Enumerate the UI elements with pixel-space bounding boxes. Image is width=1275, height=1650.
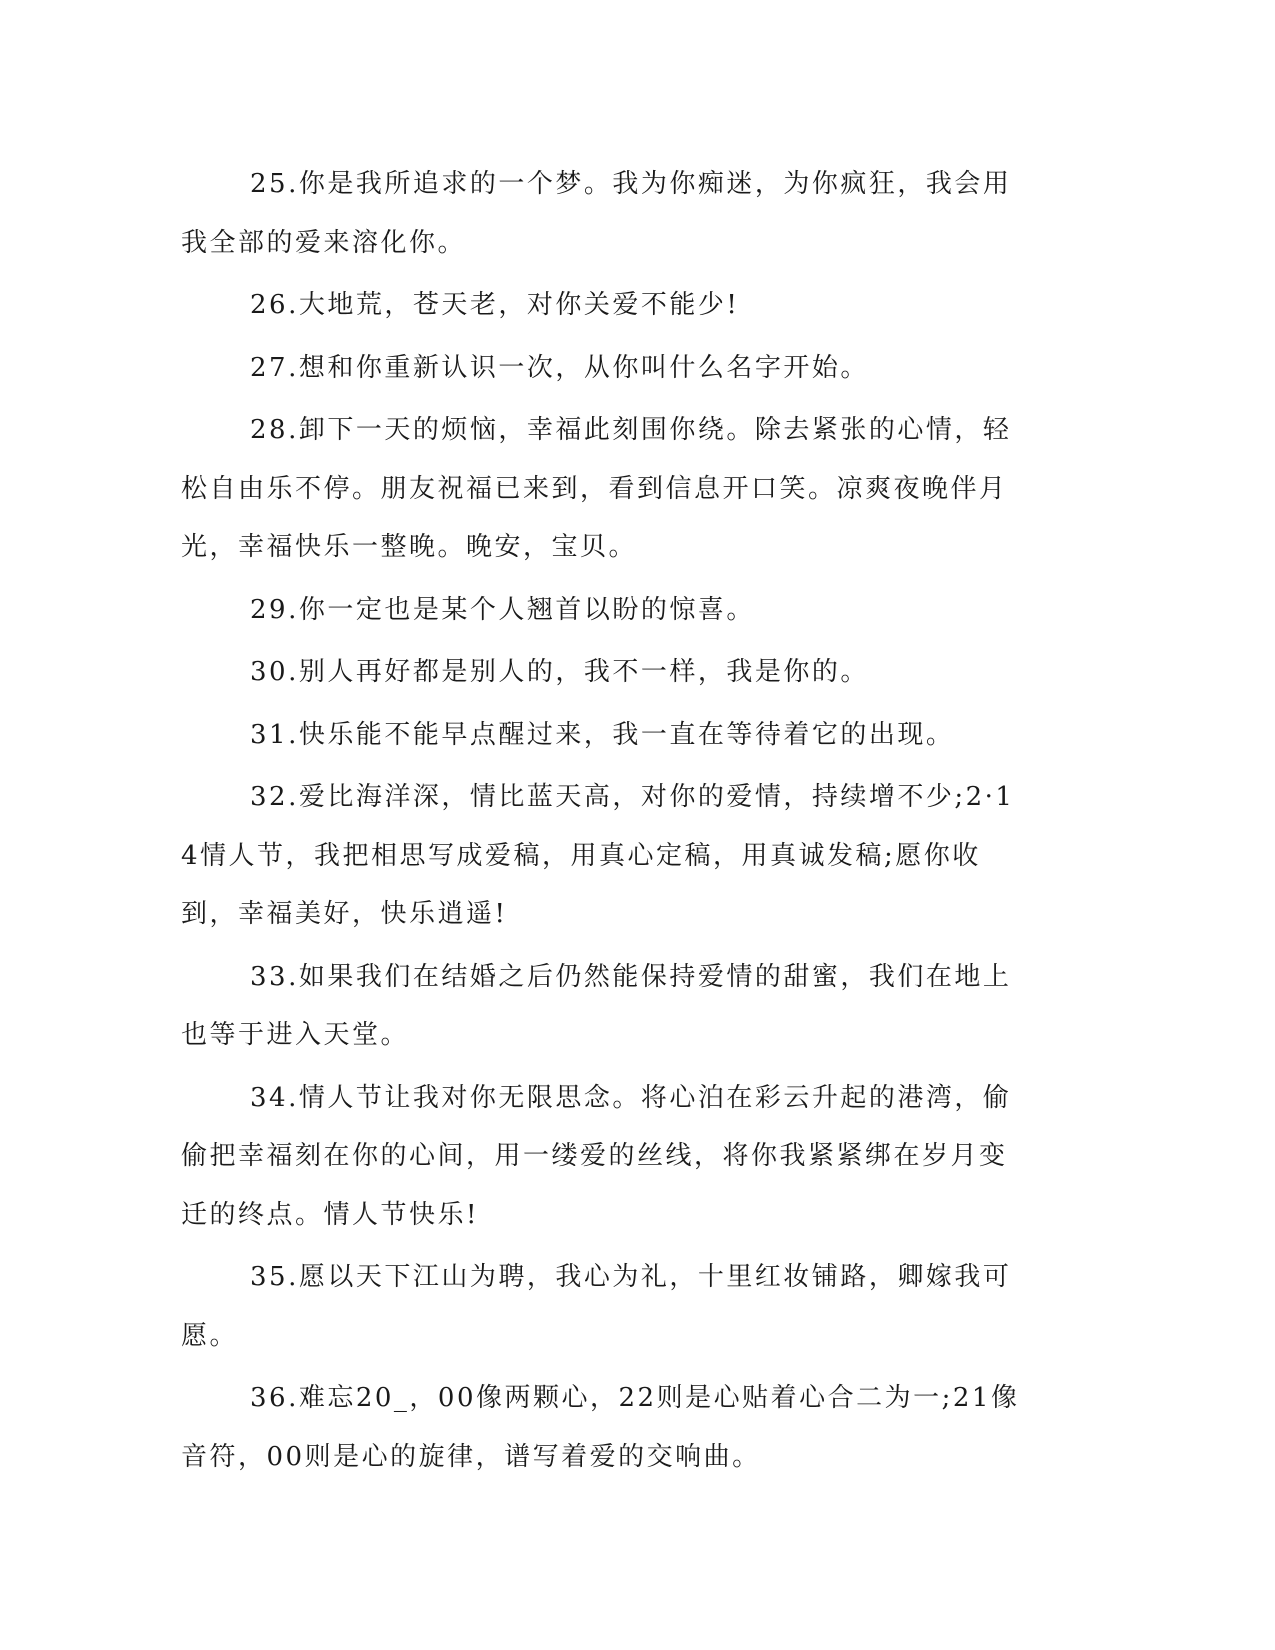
paragraph-32: 32.爱比海洋深，情比蓝天高，对你的爱情，持续增不少;2·14情人节，我把相思写成爱稿，用真心定稿，用真诚发稿;愿你收到，幸福美好，快乐逍遥! [181, 782, 1015, 929]
paragraph-31: 31.快乐能不能早点醒过来，我一直在等待着它的出现。 [250, 719, 955, 750]
paragraph-28: 28.卸下一天的烦恼，幸福此刻围你绕。除去紧张的心情，轻松自由乐不停。朋友祝福已来到，看到信息开口笑。凉爽夜晚伴月光，幸福快乐一整晚。晚安，宝贝。 [181, 415, 1012, 562]
paragraph-30: 30.别人再好都是别人的，我不一样，我是你的。 [250, 657, 869, 687]
paragraph-25: 25.你是我所追求的一个梦。我为你痴迷，为你疯狂，我会用我全部的爱来溶化你。 [181, 169, 1012, 258]
paragraph-34: 34.情人节让我对你无限思念。将心泊在彩云升起的港湾，偷偷把幸福刻在你的心间，用一缕爱的丝线，将你我紧紧绑在岁月变迁的终点。情人节快乐! [181, 1082, 1012, 1230]
paragraph-27: 27.想和你重新认识一次，从你叫什么名字开始。 [250, 352, 869, 383]
document-body [181, 155, 1033, 1490]
paragraph-26: 26.大地荒，苍天老，对你关爱不能少! [250, 290, 740, 320]
paragraph-29: 29.你一定也是某个人翘首以盼的惊喜。 [250, 594, 755, 625]
paragraph-36: 36.难忘20_，00像两颗心，22则是心贴着心合二为一;21像音符，00则是心的旋律，谱写着爱的交响曲。 [181, 1383, 1020, 1472]
paragraph-33: 33.如果我们在结婚之后仍然能保持爱情的甜蜜，我们在地上也等于进入天堂。 [181, 961, 1012, 1050]
paragraph-35: 35.愿以天下江山为聘，我心为礼，十里红妆铺路，卿嫁我可愿。 [181, 1262, 1012, 1351]
